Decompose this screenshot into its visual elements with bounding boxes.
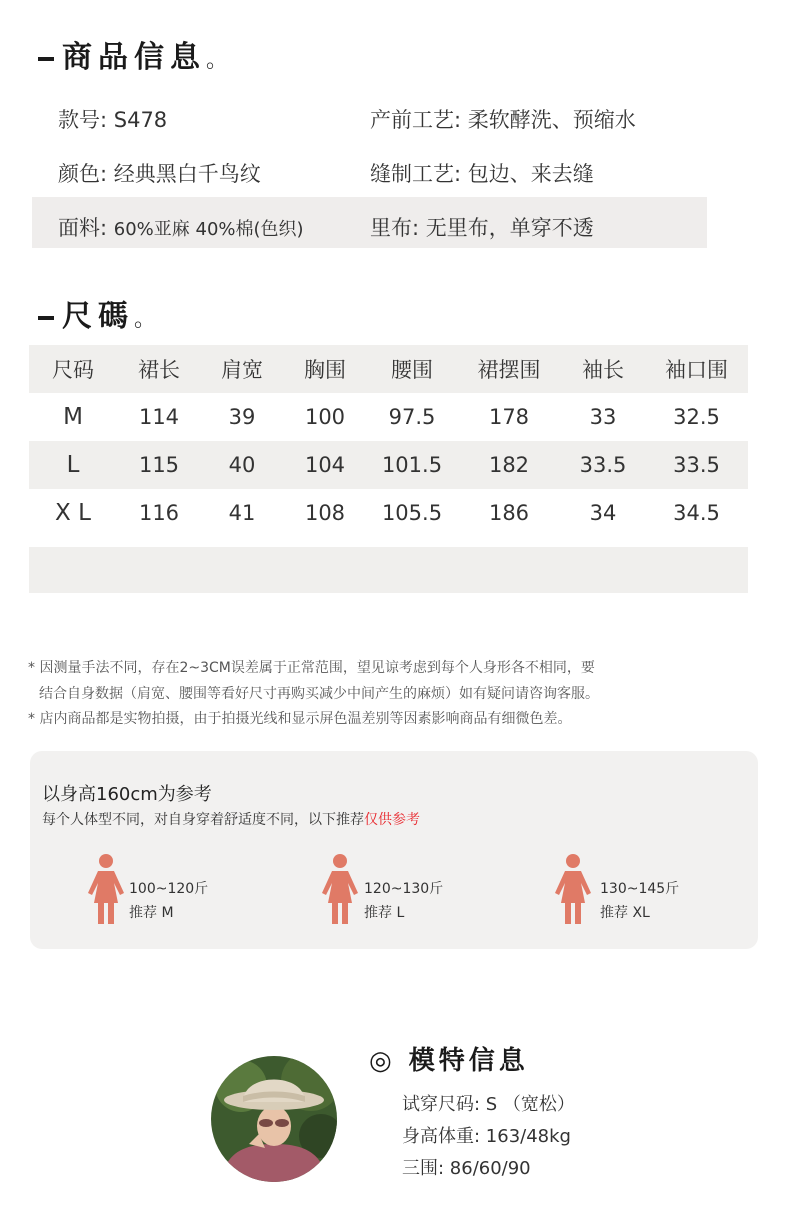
product-info-title: 商品信息 (62, 40, 206, 75)
size-cell: X L (55, 500, 91, 526)
weight-range: 130~145斤 (600, 881, 680, 897)
table-cell: 115 (117, 441, 201, 489)
table-cell: 33.5 (645, 441, 748, 489)
note-line-3: * 店内商品都是实物拍摄，由于拍摄光线和显示屏色温差别等因素影响商品有细微色差。 (28, 711, 572, 727)
header-cell: 裙摆围 (457, 345, 561, 393)
woman-figure-icon (87, 853, 125, 925)
woman-figure-icon (554, 853, 592, 925)
table-cell: 33 (589, 405, 617, 429)
title-dash (38, 316, 54, 320)
table-cell: 108 (304, 501, 346, 525)
woman-figure-icon (321, 853, 359, 925)
weight-range: 120~130斤 (364, 881, 444, 897)
model-trial-size: 试穿尺码: S （宽松） (402, 1094, 575, 1115)
note-line-2: 结合自身数据（肩宽、腰围等看好尺寸再购买减少中间产生的麻烦）如有疑问请咨询客服。 (39, 686, 599, 702)
sewing-process: 缝制工艺: 包边、来去缝 (370, 162, 594, 186)
header-cell: 肩宽 (201, 345, 283, 393)
recommend-desc-text: 每个人体型不同，对自身穿着舒适度不同，以下推荐 (42, 812, 364, 828)
title-period: 。 (206, 48, 229, 73)
recommended-size: 推荐 XL (600, 905, 650, 921)
lining-info: 里布: 无里布，单穿不透 (370, 216, 594, 240)
fabric-info (58, 212, 304, 242)
table-cell: 34.5 (673, 501, 720, 525)
weight-range: 100~120斤 (129, 881, 209, 897)
model-portrait-image (211, 1056, 337, 1182)
title-dash (38, 57, 54, 61)
table-cell: 41 (228, 501, 256, 525)
double-circle-icon: ◎ (369, 1046, 396, 1076)
note-line-1: * 因测量手法不同，存在2~3CM误差属于正常范围，望见谅考虑到每个人身形各不相同，要 (28, 660, 595, 676)
header-cell: 腰围 (367, 345, 457, 393)
size-table-header (29, 345, 748, 393)
product-info-heading (38, 32, 228, 76)
table-cell: 33.5 (561, 441, 645, 489)
table-cell: 116 (138, 501, 180, 525)
table-cell: 100 (304, 405, 346, 429)
pre-production-process: 产前工艺: 柔软酵洗、预缩水 (370, 108, 636, 132)
table-row-empty (29, 547, 748, 593)
recommend-item-3 (600, 877, 679, 925)
table-cell: 105.5 (381, 501, 443, 525)
table-cell: 104 (283, 441, 367, 489)
table-cell: 34 (589, 501, 617, 525)
table-cell: 182 (457, 441, 561, 489)
style-number: 款号: S478 (58, 108, 168, 132)
model-photo (211, 1056, 337, 1182)
model-info-heading (369, 1040, 529, 1077)
size-cell: M (63, 404, 83, 430)
recommend-desc (42, 809, 420, 829)
table-cell: 186 (488, 501, 530, 525)
header-cell: 胸围 (283, 345, 367, 393)
table-cell: 101.5 (367, 441, 457, 489)
table-row (29, 441, 748, 489)
header-cell: 袖长 (561, 345, 645, 393)
model-info-title: 模特信息 (408, 1046, 529, 1076)
table-cell: 32.5 (673, 405, 720, 429)
table-row (29, 489, 748, 537)
recommend-item-2 (364, 877, 443, 925)
title-period: 。 (134, 307, 157, 332)
fabric-label: 面料: (58, 216, 108, 240)
table-cell: 178 (488, 405, 530, 429)
recommend-item-1 (129, 877, 208, 925)
table-spacer (29, 537, 748, 547)
model-height-weight: 身高体重: 163/48kg (402, 1126, 571, 1147)
size-recommendation-panel (30, 751, 758, 949)
table-cell: 40 (201, 441, 283, 489)
table-cell: 114 (138, 405, 180, 429)
size-heading (38, 291, 156, 335)
header-cell: 袖口围 (645, 345, 748, 393)
table-cell: 39 (228, 405, 256, 429)
recommend-highlight: 仅供参考 (364, 812, 420, 828)
model-measurements: 三围: 86/60/90 (402, 1158, 531, 1179)
table-cell: 97.5 (388, 405, 436, 429)
fabric-value: 60%亚麻 40%棉(色织) (113, 219, 304, 240)
size-cell: L (29, 441, 117, 489)
recommended-size: 推荐 L (364, 905, 405, 921)
table-row (29, 393, 748, 441)
header-cell: 尺码 (29, 345, 117, 393)
recommend-title: 以身高160cm为参考 (42, 784, 212, 805)
header-cell: 裙长 (117, 345, 201, 393)
color-info: 颜色: 经典黑白千鸟纹 (58, 162, 261, 186)
size-table (29, 345, 748, 593)
size-title: 尺碼 (62, 299, 134, 334)
recommended-size: 推荐 M (129, 905, 174, 921)
